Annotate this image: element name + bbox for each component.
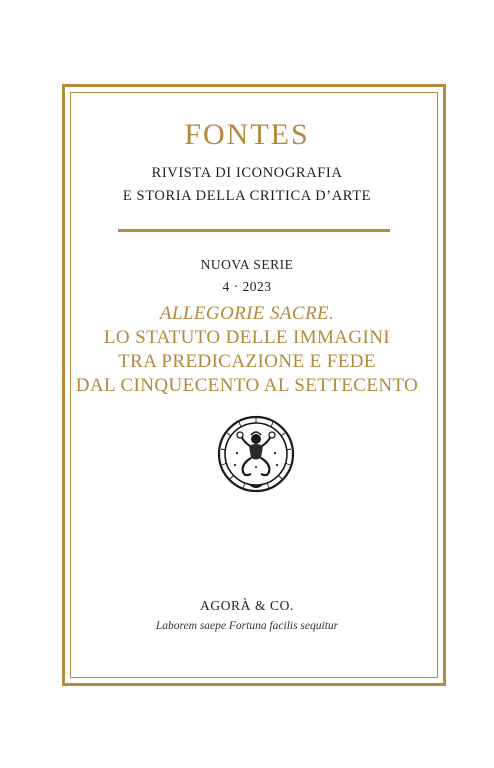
publisher-name: AGORÀ & CO. (200, 598, 294, 613)
journal-title: FONTES (184, 118, 310, 151)
journal-subtitle-line1: RIVISTA DI ICONOGRAFIA (151, 165, 343, 181)
theme-line-2: TRA PREDICAZIONE E FEDE (118, 351, 376, 372)
issue-series: NUOVA SERIE (200, 257, 294, 272)
theme-line-3: DAL CINQUECENTO AL SETTECENTO (75, 375, 419, 396)
publisher-emblem-icon (215, 413, 297, 495)
theme-line-1: LO STATUTO DELLE IMMAGINI (103, 327, 391, 348)
journal-subtitle-line2: E STORIA DELLA CRITICA D’ARTE (122, 188, 372, 204)
divider-rule (118, 229, 390, 232)
issue-number: 4 · 2023 (222, 279, 272, 294)
publisher-motto: Laborem saepe Fortuna facilis sequitur (155, 620, 339, 632)
theme-title-italic: ALLEGORIE SACRE. (159, 303, 335, 324)
